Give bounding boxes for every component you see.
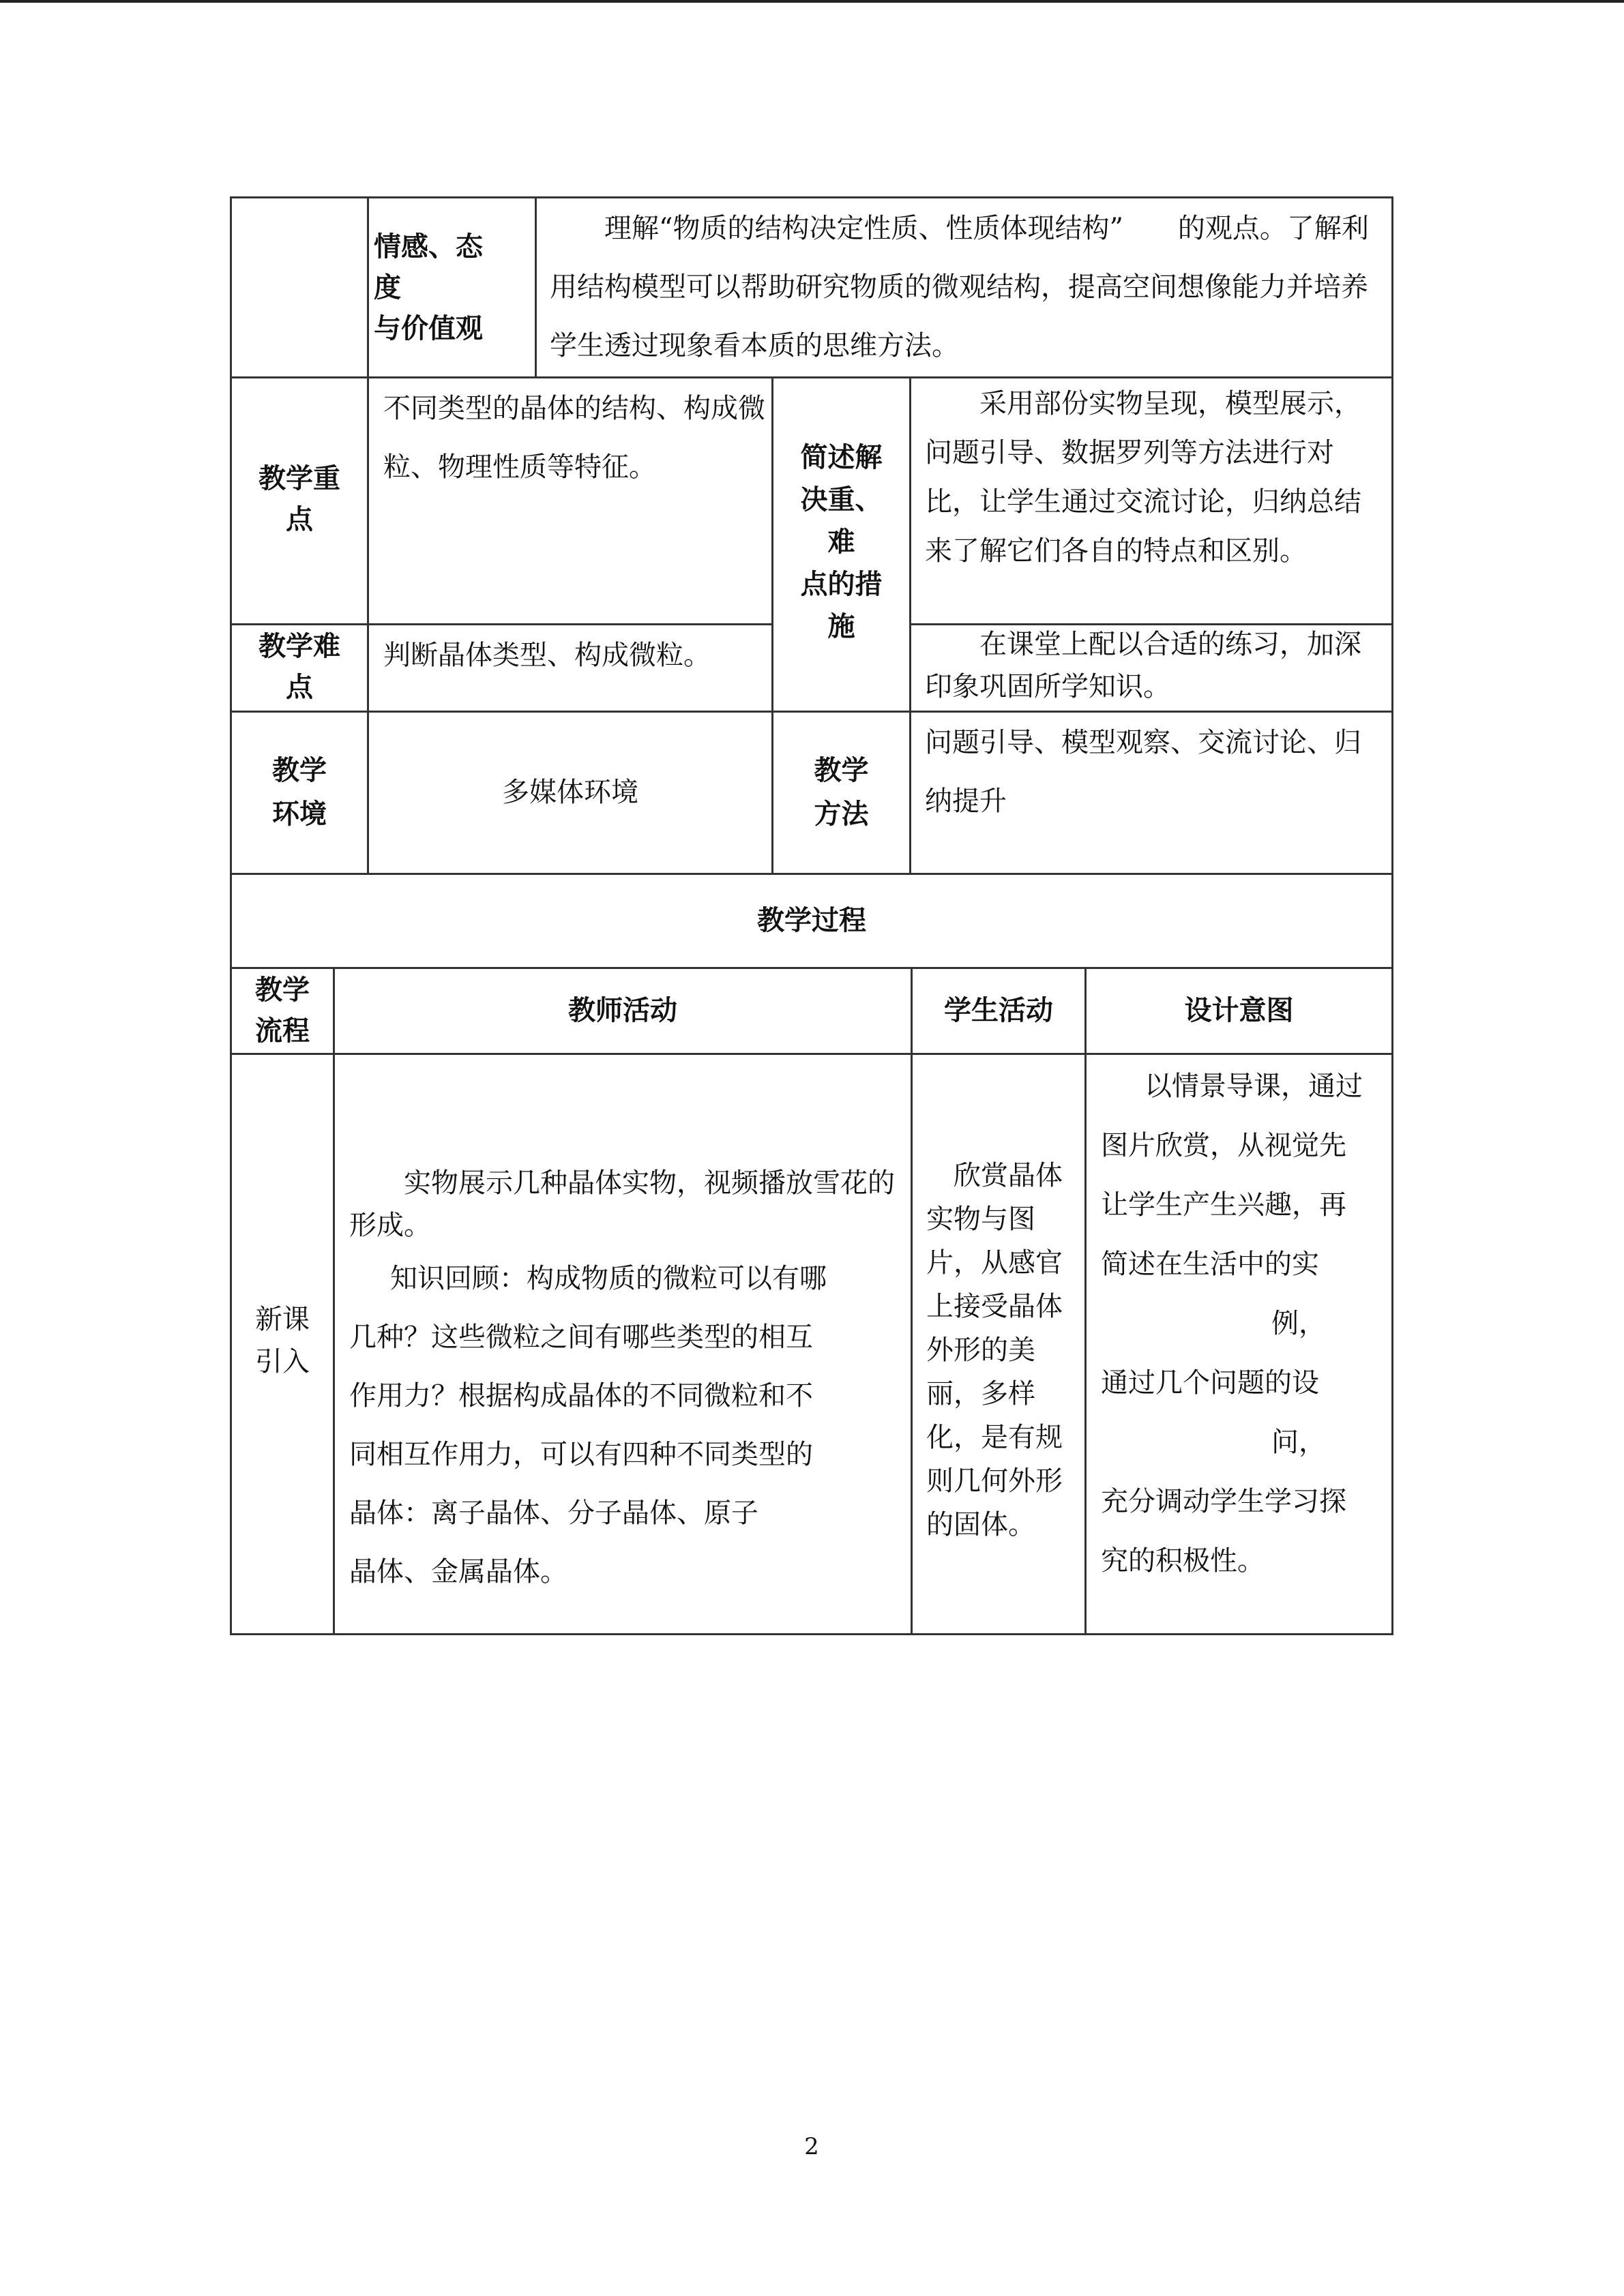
- design-line: 问，: [1271, 1427, 1326, 1458]
- table-line: [230, 376, 1393, 378]
- label-line: 教学: [814, 755, 869, 786]
- label-line: 流程: [255, 1015, 310, 1047]
- table-line: [911, 967, 913, 1635]
- table-line: [909, 376, 911, 874]
- table-line: [333, 967, 335, 1635]
- teacher-line: 晶体：离子晶体、分子晶体、原子: [349, 1497, 758, 1529]
- header-design: 设计意图: [1184, 995, 1294, 1026]
- student-line: 实物与图: [926, 1204, 1035, 1235]
- label-line: 难: [827, 526, 855, 558]
- student-line: 欣赏晶体: [954, 1160, 1063, 1191]
- student-line: 的固体。: [926, 1509, 1035, 1540]
- label-line: 简述解: [800, 442, 883, 473]
- label-line: 环境: [272, 799, 327, 830]
- table-line: [1084, 967, 1087, 1635]
- difficulty-measure-content: 在课堂上配以合适的练习，加深印象巩固所学知识。: [925, 629, 1361, 702]
- environment-content: 多媒体环境: [502, 777, 638, 808]
- label-line: 点: [286, 504, 313, 535]
- teacher-line: 同相互作用力，可以有四种不同类型的: [349, 1439, 813, 1470]
- table-line: [230, 196, 232, 967]
- design-line: 简述在生活中的实: [1101, 1249, 1319, 1280]
- method-label: [773, 749, 909, 836]
- student-activity: [926, 1154, 1076, 1547]
- design-line: 图片欣赏，从视觉先: [1101, 1130, 1346, 1161]
- flow-line: 新课: [255, 1304, 310, 1335]
- label-line: 施: [827, 611, 855, 642]
- student-line: 外形的美: [926, 1335, 1035, 1366]
- process-title: 教学过程: [757, 905, 866, 936]
- header-student: 学生活动: [944, 995, 1053, 1026]
- design-line: 以情景导课，通过: [1145, 1071, 1363, 1102]
- table-line: [230, 711, 1393, 713]
- table-line: [230, 873, 1393, 875]
- difficulty-content: 判断晶体类型、构成微粒。: [383, 640, 711, 671]
- flow-new-lesson: [232, 1298, 333, 1383]
- label-line: 与价值观: [374, 313, 483, 344]
- measures-label: [773, 436, 909, 648]
- environment-label: [232, 749, 367, 836]
- student-line: 片，从感官: [926, 1247, 1063, 1279]
- flow-line: 引入: [255, 1346, 310, 1377]
- label-line: 教学难: [259, 631, 340, 662]
- label-line: 点: [286, 672, 313, 703]
- student-line: 丽，多样: [926, 1378, 1035, 1410]
- teacher-line: 几种？这些微粒之间有哪些类型的相互: [349, 1322, 813, 1353]
- student-line: 则几何外形: [926, 1465, 1063, 1497]
- teacher-line: 知识回顾：构成物质的微粒可以有哪: [390, 1263, 827, 1294]
- table-line: [230, 623, 773, 625]
- difficulty-label: [232, 626, 367, 708]
- table-line: [230, 1633, 1393, 1635]
- label-line: 教学重: [259, 463, 340, 494]
- teacher-paragraph: 实物展示几种晶体实物，视频播放雪花的形成。: [349, 1167, 895, 1241]
- label-line: 决重、: [800, 484, 883, 516]
- label-line: 情感、态: [374, 231, 483, 263]
- table-line: [230, 967, 1393, 969]
- label-line: 点的措: [800, 569, 883, 600]
- label-line: 度: [374, 272, 401, 303]
- teacher-activity: [349, 1162, 899, 1601]
- teacher-paragraph: [349, 1249, 899, 1601]
- attitude-content: 理解“物质的结构决定性质、性质体现结构” 的观点。了解利用结构模型可以帮助研究物质的微观结构，提高空间想像能力并培养学生透过现象看本质的思维方法。: [550, 213, 1369, 361]
- label-line: 教学: [255, 974, 310, 1006]
- student-line: 上接受晶体: [926, 1291, 1063, 1322]
- student-line: 化，是有规: [926, 1422, 1063, 1453]
- table-line: [1391, 196, 1393, 967]
- table-line: [1391, 967, 1393, 1635]
- label-line: 教学: [272, 755, 327, 786]
- label-line: 方法: [814, 799, 869, 830]
- page-top-border: [0, 0, 1624, 3]
- teacher-line: 作用力？根据构成晶体的不同微粒和不: [349, 1380, 813, 1412]
- table-line: [230, 196, 1393, 198]
- page-number: 2: [804, 2133, 819, 2160]
- header-teacher: 教师活动: [568, 995, 677, 1026]
- table-line: [230, 1053, 1393, 1055]
- key-point-label: [232, 458, 367, 540]
- design-intent: [1101, 1057, 1381, 1591]
- design-line: 通过几个问题的设: [1101, 1367, 1319, 1399]
- key-point-content: 不同类型的晶体的结构、构成微粒、物理性质等特征。: [383, 393, 765, 483]
- attitude-label: [374, 226, 490, 349]
- teacher-line: 晶体、金属晶体。: [349, 1556, 567, 1587]
- design-line: 例，: [1271, 1308, 1326, 1339]
- design-line: 让学生产生兴趣，再: [1101, 1189, 1346, 1221]
- table-line: [535, 196, 537, 378]
- header-flow: [232, 970, 333, 1052]
- design-line: 究的积极性。: [1101, 1545, 1265, 1577]
- method-content: 问题引导、模型观察、交流讨论、归纳提升: [925, 727, 1361, 817]
- design-line: 充分调动学生学习探: [1101, 1486, 1346, 1517]
- key-measure-content: 采用部份实物呈现，模型展示，问题引导、数据罗列等方法进行对比，让学生通过交流讨论，归纳总结来了解它们各自的特点和区别。: [925, 388, 1361, 567]
